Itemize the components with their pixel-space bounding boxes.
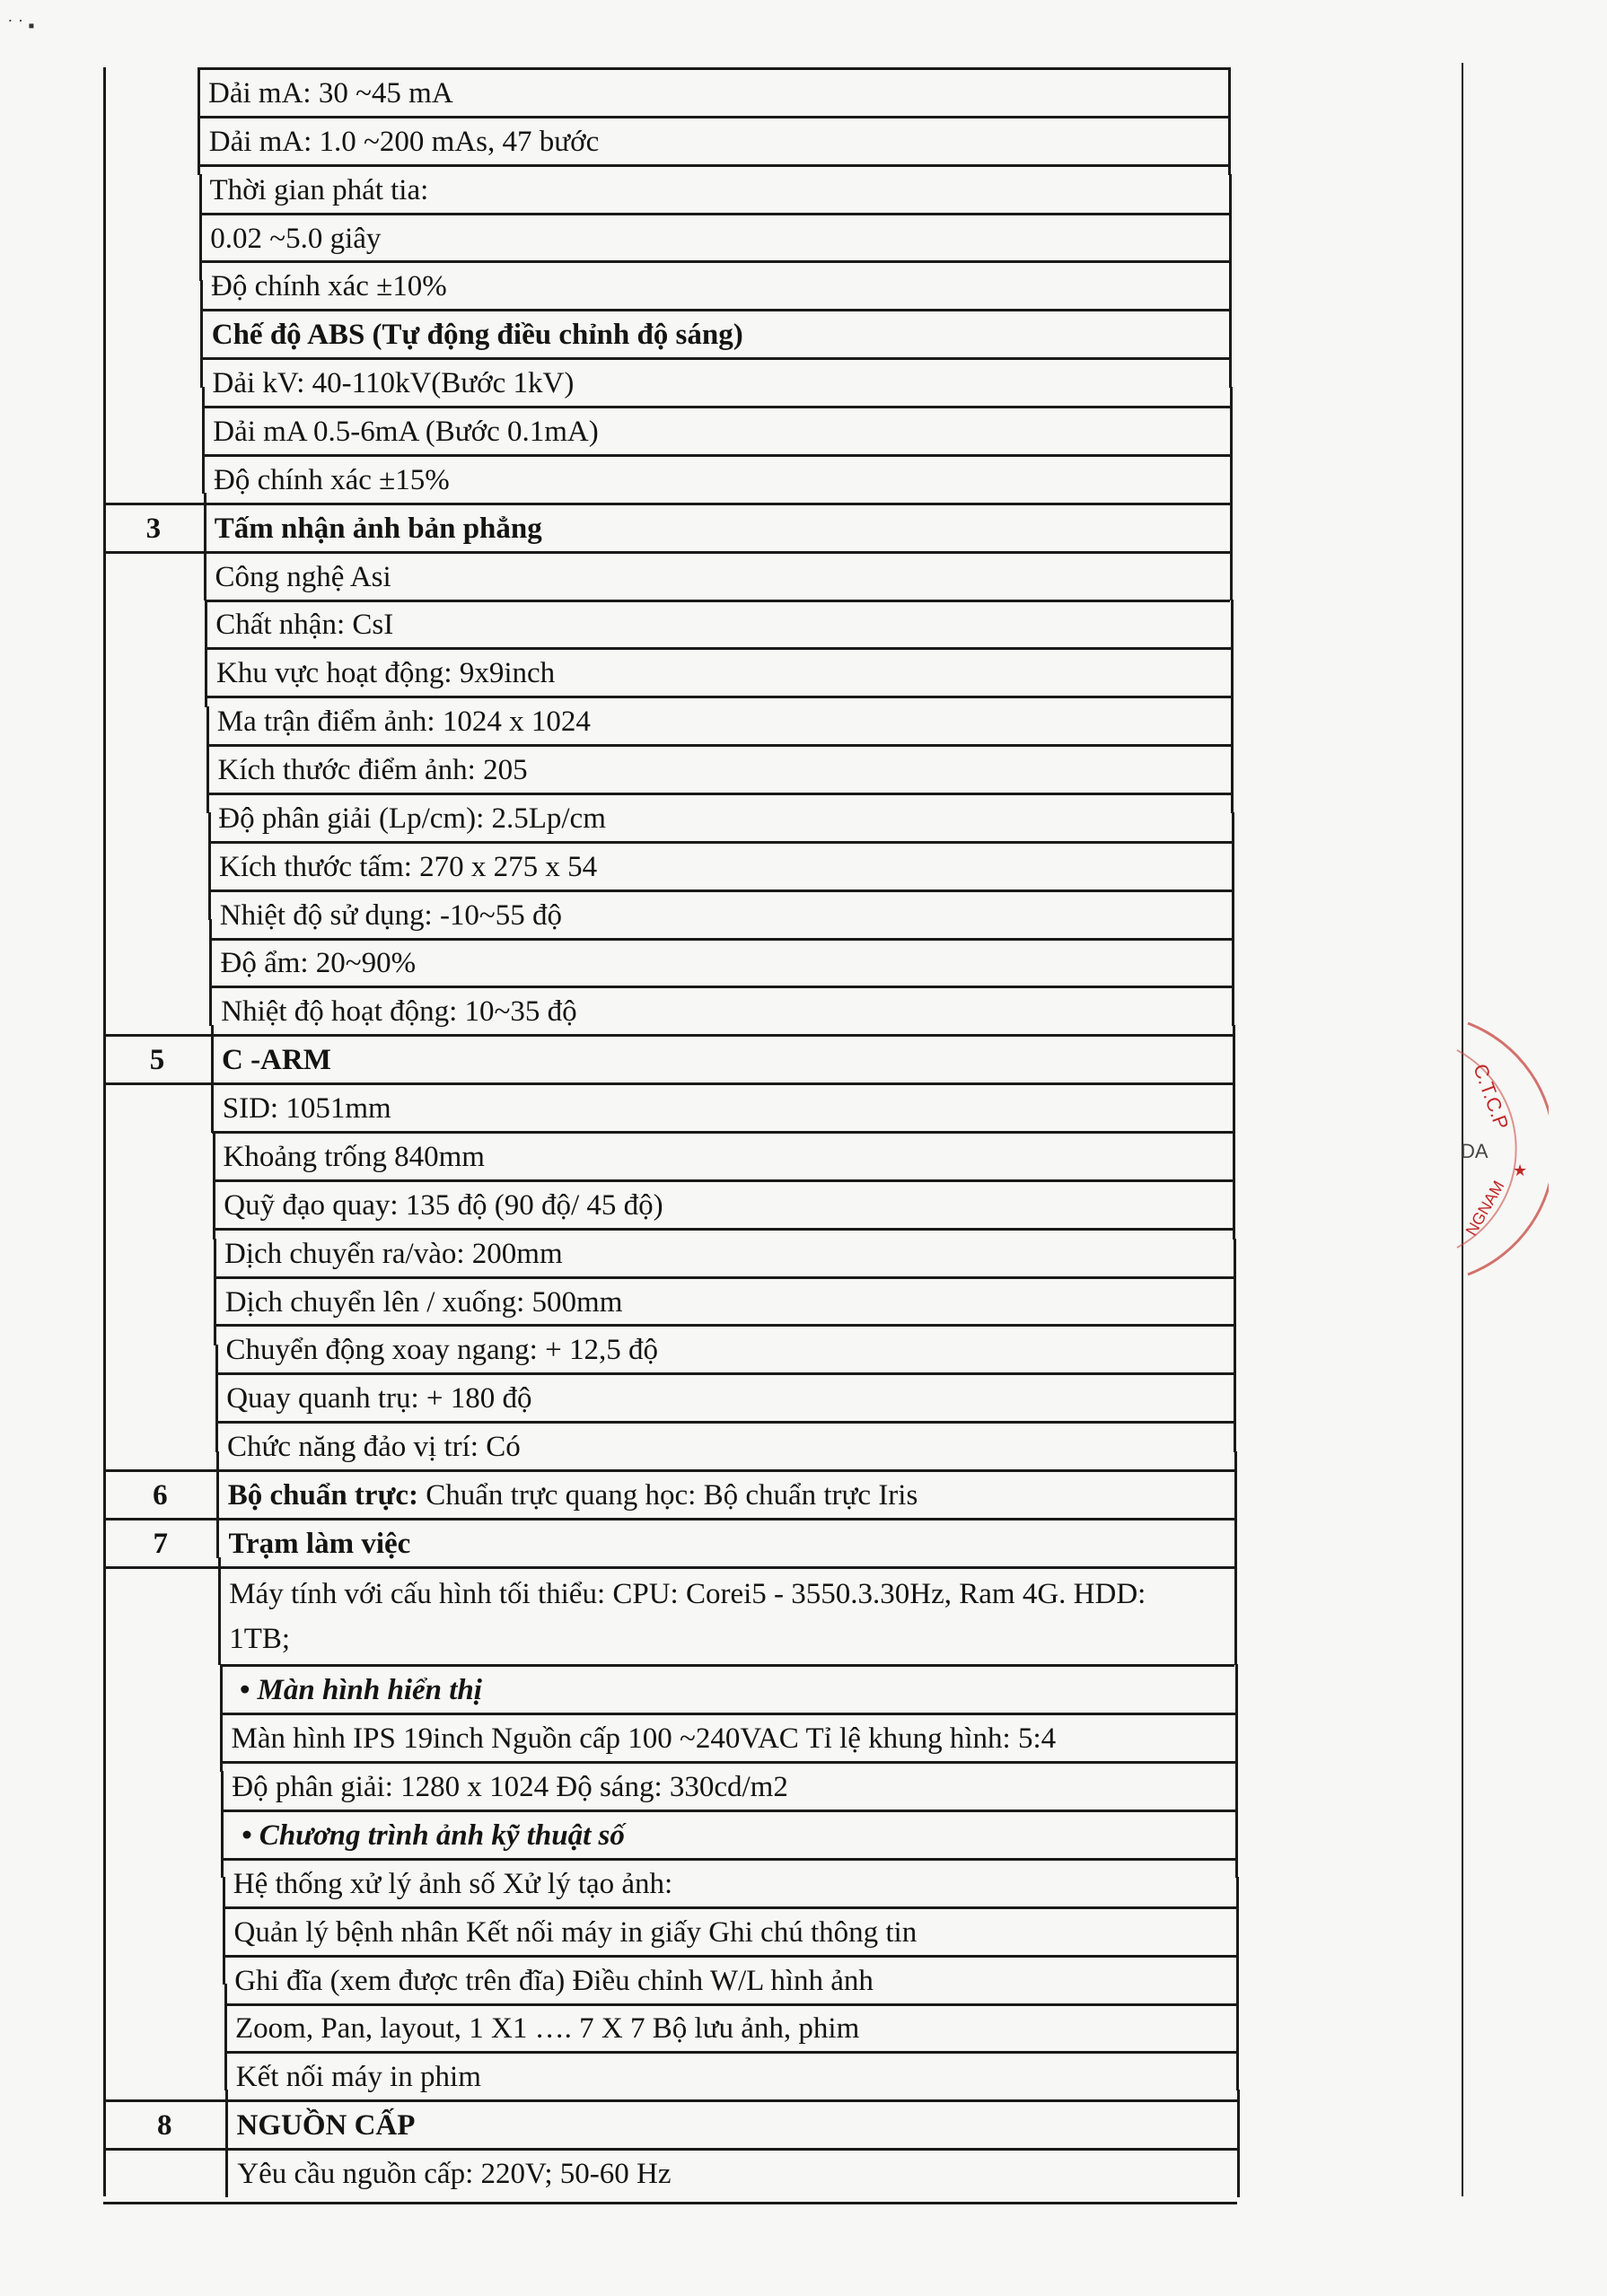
row-divider [209,889,1232,892]
table-right-border [1228,67,1231,175]
table-top-border [198,67,1228,70]
column-separator [223,1877,225,1985]
table-right-border [1235,1664,1238,1772]
spec-cell: Dải kV: 40-110kV(Bước 1kV) [212,367,575,400]
spec-cell: Dịch chuyển ra/vào: 200mm [224,1237,563,1270]
row-divider [221,1761,1235,1764]
table-right-border [1234,1557,1237,1665]
spec-cell: Nhiệt độ hoạt động: 10~35 độ [221,995,577,1029]
row-divider [215,1276,1234,1279]
spec-label: Bộ chuẩn trực: [227,1478,419,1512]
row-divider [103,2148,1237,2151]
table-right-border [1233,1132,1235,1240]
spec-cell: • Chương trình ảnh kỹ thuật số [241,1819,625,1853]
spec-cell: Độ ẩm: 20~90% [220,947,417,980]
row-divider [103,551,1230,554]
spec-cell: Dải mA: 1.0 ~200 mAs, 47 bước [208,125,600,158]
spec-value: Chuẩn trực quang học: Bộ chuẩn trực Iris [418,1478,918,1512]
row-divider [210,986,1232,988]
spec-cell: Dải mA: 30 ~45 mA [208,76,453,110]
row-divider [201,357,1229,360]
row-divider [103,1566,1234,1569]
table-right-border [1234,1239,1236,1346]
column-separator [208,812,211,920]
row-divider [224,2003,1236,2006]
row-divider [198,116,1228,118]
spec-cell: Nhiệt độ sử dụng: -10~55 độ [219,898,563,932]
row-divider [103,1082,1233,1085]
spec-cell: Yêu cầu nguồn cấp: 220V; 50-60 Hz [237,2158,672,2191]
spec-cell: Kích thước tấm: 270 x 275 x 54 [218,850,598,883]
row-divider [208,841,1232,844]
spec-cell: Ma trận điểm ảnh: 1024 x 1024 [216,705,591,739]
spec-cell: NGUỒN CẤP [236,2109,416,2143]
table-right-border [1231,600,1234,707]
spec-cell: Thời gian phát tia: [209,173,429,206]
spec-cell: • Màn hình hiển thị [239,1674,482,1707]
row-divider [206,696,1231,698]
scan-margin-mark: ˙ ˙ ▪ [7,16,35,36]
spec-cell: Chất nhận: CsI [215,609,394,642]
table-right-border [1231,706,1234,814]
company-seal-stamp [1450,1014,1549,1284]
row-divider [215,1372,1234,1375]
svg-text:C.T.C.P: C.T.C.P [1469,1060,1514,1133]
table-right-border [1235,1771,1238,1879]
row-divider [103,2099,1237,2102]
row-divider [222,1810,1235,1812]
spec-cell: SID: 1051mm [222,1092,391,1126]
column-separator [225,2090,228,2197]
table-right-border [1229,280,1232,388]
row-divider [103,1518,1234,1520]
table-right-border [1237,2090,1240,2197]
row-divider [224,1955,1236,1958]
row-divider [212,1131,1233,1134]
spec-cell: Màn hình IPS 19inch Nguồn cấp 100 ~240VAC Tỉ lệ khung hình: 5:4 [231,1722,1057,1756]
row-divider [209,938,1232,941]
spec-cell: Quỹ đạo quay: 135 độ (90 độ/ 45 độ) [224,1188,663,1222]
table-right-border [1236,1984,1239,2091]
row-number: 6 [153,1478,168,1512]
table-right-border [1229,174,1232,282]
row-divider [224,1906,1236,1909]
spec-cell: Độ chính xác ±10% [210,270,447,303]
spec-cell: Ghi đĩa (xem được trên đĩa) Điều chỉnh W/L hình ảnh [234,1964,874,1997]
row-divider [223,1858,1236,1861]
row-number: 5 [149,1044,165,1077]
spec-cell: Chuyển động xoay ngang: + 12,5 độ [225,1334,658,1367]
spec-cell: Dịch chuyển lên / xuống: 500mm [224,1285,623,1319]
column-separator [206,706,209,814]
column-separator [221,1771,224,1879]
spec-cell: Độ phân giải (Lp/cm): 2.5Lp/cm [218,802,606,835]
table-right-border [1234,1345,1236,1452]
table-right-border [1230,387,1233,495]
row-number: 8 [157,2109,172,2143]
table-right-border [1232,919,1234,1027]
spec-cell: Tấm nhận ảnh bản phẳng [214,512,542,545]
svg-text:DA: DA [1461,1140,1488,1162]
spec-cell: Khu vực hoạt động: 9x9inch [215,657,556,690]
column-separator [220,1664,223,1772]
spec-cell: 0.02 ~5.0 giây [210,222,382,255]
column-separator [224,1984,227,2091]
column-separator [204,493,206,600]
spec-cell: Máy tính với cấu hình tối thiểu: CPU: Corei5 - 3550.3.30Hz, Ram 4G. HDD: 1TB; [229,1577,1146,1655]
table-right-border [1236,1877,1239,1985]
spec-cell: Độ phân giải: 1280 x 1024 Độ sáng: 330cd/m2 [232,1771,788,1804]
row-divider [103,1034,211,1037]
row-divider [207,793,1231,795]
svg-text:★: ★ [1513,1161,1528,1179]
spec-cell: Quản lý bệnh nhân Kết nối máy in giấy Ghi chú thông tin [233,1915,918,1949]
row-divider [198,164,1228,167]
column-separator [218,1557,221,1665]
table-right-border [1234,1451,1237,1559]
table-right-border [1232,812,1234,920]
row-divider [213,1179,1233,1182]
column-separator [199,174,202,282]
row-divider [199,213,1228,215]
table-right-border [1233,1025,1235,1133]
row-divider [203,454,1230,457]
spec-cell: Quay quanh trụ: + 180 độ [226,1382,532,1415]
row-divider [216,1421,1234,1424]
row-number: 7 [153,1527,168,1560]
row-divider [103,2099,226,2102]
row-number: 3 [145,512,162,545]
column-separator [213,1132,215,1240]
row-divider [220,1664,1235,1667]
spec-cell: Dải mA 0.5-6mA (Bước 0.1mA) [213,415,599,448]
spec-cell: C -ARM [221,1044,331,1077]
row-divider [206,744,1231,747]
svg-text:NGNAM: NGNAM [1462,1177,1508,1239]
spec-cell: Hệ thống xử lý ảnh số Xử lý tạo ảnh: [233,1867,673,1900]
spec-cell: Khoảng trống 840mm [223,1140,485,1173]
spec-cell: Chức năng đảo vị trí: Có [226,1431,521,1464]
row-divider [206,647,1231,650]
row-divider [215,1324,1233,1327]
spec-cell: Kích thước điểm ảnh: 205 [217,754,528,787]
row-divider [225,2051,1237,2054]
spec-cell [228,1477,918,1513]
row-divider [103,1469,1234,1472]
column-separator [209,919,212,1027]
row-divider [201,309,1229,311]
row-divider [103,1518,217,1520]
spec-cell: Trạm làm việc [228,1527,411,1560]
table-right-border [1230,493,1233,600]
spec-cell: Kết nối máy in phim [235,2061,481,2094]
row-divider [200,260,1229,263]
row-divider [103,1469,217,1472]
spec-cell: Zoom, Pan, layout, 1 X1 …. 7 X 7 Bộ lưu ảnh, phim [235,2012,860,2046]
column-separator [205,600,207,707]
spec-cell: Chế độ ABS (Tự động điều chỉnh độ sáng) [211,319,743,352]
row-divider [103,503,1230,505]
row-divider [103,503,204,505]
spec-cell: Độ chính xác ±15% [213,463,450,496]
column-separator [215,1345,218,1452]
row-divider [205,600,1230,602]
table-bottom-border [103,2202,1237,2204]
column-separator [200,280,203,388]
row-divider [202,406,1229,408]
row-divider [221,1713,1235,1715]
spec-cell: Công nghệ Asi [215,560,391,593]
column-separator [202,387,205,495]
row-divider [103,1034,1233,1037]
column-separator [198,67,200,175]
column-separator [214,1239,216,1346]
row-divider [214,1228,1233,1231]
table-left-border [103,67,106,2196]
